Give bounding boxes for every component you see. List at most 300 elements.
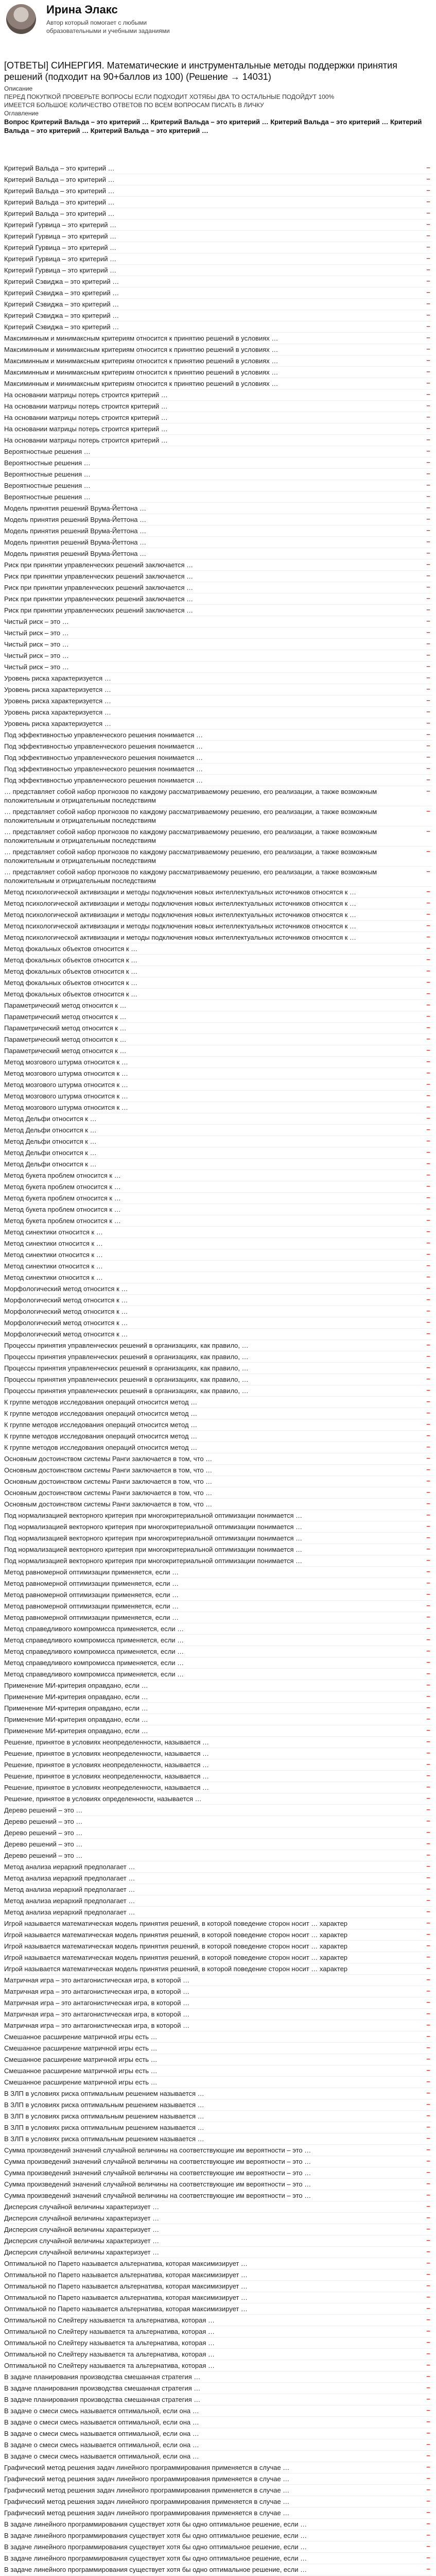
list-item[interactable] (4, 955, 432, 966)
minus-icon[interactable]: − (426, 1602, 430, 1609)
list-item[interactable] (4, 1113, 432, 1125)
minus-icon[interactable]: − (426, 2316, 430, 2324)
list-item[interactable] (4, 355, 432, 367)
minus-icon[interactable]: − (426, 266, 430, 274)
list-item[interactable] (4, 2428, 432, 2439)
list-item[interactable] (4, 921, 432, 932)
list-item[interactable] (4, 287, 432, 299)
minus-icon[interactable]: − (426, 1556, 430, 1564)
list-item[interactable] (4, 163, 432, 174)
list-item[interactable] (4, 2405, 432, 2417)
list-item[interactable] (4, 2156, 432, 2167)
list-item[interactable] (4, 1227, 432, 1238)
minus-icon[interactable]: − (426, 1194, 430, 1201)
minus-icon[interactable]: − (426, 1432, 430, 1439)
list-item[interactable] (4, 1793, 432, 1805)
minus-icon[interactable]: − (426, 990, 430, 997)
minus-icon[interactable]: − (426, 899, 430, 907)
list-item[interactable] (4, 2065, 432, 2077)
minus-icon[interactable]: − (426, 2372, 430, 2380)
minus-icon[interactable]: − (426, 2078, 430, 2086)
minus-icon[interactable]: − (426, 2520, 430, 2528)
list-item[interactable] (4, 2417, 432, 2428)
minus-icon[interactable]: − (426, 776, 430, 784)
minus-icon[interactable]: − (426, 2441, 430, 2448)
list-item[interactable] (4, 1918, 432, 1929)
minus-icon[interactable]: − (426, 1488, 430, 1496)
minus-icon[interactable]: − (426, 2293, 430, 2301)
list-item[interactable] (4, 1079, 432, 1091)
minus-icon[interactable]: − (426, 1964, 430, 1972)
minus-icon[interactable]: − (426, 1420, 430, 1428)
minus-icon[interactable]: − (426, 175, 430, 183)
minus-icon[interactable]: − (426, 2168, 430, 2176)
list-item[interactable] (4, 2054, 432, 2065)
minus-icon[interactable]: − (426, 1046, 430, 1054)
minus-icon[interactable]: − (426, 956, 430, 963)
minus-icon[interactable]: − (426, 2089, 430, 2097)
minus-icon[interactable]: − (426, 1148, 430, 1156)
minus-icon[interactable]: − (426, 1114, 430, 1122)
minus-icon[interactable]: − (426, 765, 430, 772)
minus-icon[interactable]: − (426, 1953, 430, 1961)
minus-icon[interactable]: − (426, 221, 430, 228)
list-item[interactable] (4, 2451, 432, 2462)
list-item[interactable] (4, 1578, 432, 1589)
minus-icon[interactable]: − (426, 640, 430, 648)
list-item[interactable] (4, 1771, 432, 1782)
minus-icon[interactable]: − (426, 2452, 430, 2460)
minus-icon[interactable]: − (426, 1386, 430, 1394)
list-item[interactable] (4, 1317, 432, 1329)
minus-icon[interactable]: − (426, 2100, 430, 2108)
list-item[interactable] (4, 1907, 432, 1918)
minus-icon[interactable]: − (426, 2338, 430, 2346)
list-item[interactable] (4, 696, 432, 707)
minus-icon[interactable]: − (426, 1250, 430, 1258)
list-item[interactable] (4, 1589, 432, 1601)
minus-icon[interactable]: − (426, 1896, 430, 1904)
list-item[interactable] (4, 966, 432, 977)
minus-icon[interactable]: − (426, 2032, 430, 2040)
list-item[interactable] (4, 1215, 432, 1227)
minus-icon[interactable]: − (426, 1409, 430, 1417)
list-item[interactable] (4, 1680, 432, 1691)
minus-icon[interactable]: − (426, 436, 430, 444)
list-item[interactable] (4, 1374, 432, 1385)
list-item[interactable] (4, 1419, 432, 1431)
list-item[interactable] (4, 401, 432, 412)
minus-icon[interactable]: − (426, 1783, 430, 1791)
minus-icon[interactable]: − (426, 606, 430, 614)
minus-icon[interactable]: − (426, 1726, 430, 1734)
minus-icon[interactable]: − (426, 572, 430, 580)
minus-icon[interactable]: − (426, 2304, 430, 2312)
minus-icon[interactable]: − (426, 1262, 430, 1269)
minus-icon[interactable]: − (426, 1987, 430, 1995)
list-item[interactable] (4, 932, 432, 943)
list-item[interactable] (4, 1159, 432, 1170)
minus-icon[interactable]: − (426, 1862, 430, 1870)
minus-icon[interactable]: − (426, 379, 430, 387)
minus-icon[interactable]: − (426, 2202, 430, 2210)
list-item[interactable] (4, 826, 432, 846)
list-item[interactable] (4, 1533, 432, 1544)
minus-icon[interactable]: − (426, 187, 430, 194)
list-item[interactable] (4, 2564, 432, 2575)
list-item[interactable] (4, 1487, 432, 1499)
minus-icon[interactable]: − (426, 967, 430, 975)
list-item[interactable] (4, 1442, 432, 1453)
list-item[interactable] (4, 469, 432, 480)
minus-icon[interactable]: − (426, 933, 430, 941)
minus-icon[interactable]: − (426, 2395, 430, 2403)
minus-icon[interactable]: − (426, 663, 430, 670)
minus-icon[interactable]: − (426, 2146, 430, 2154)
minus-icon[interactable]: − (426, 2384, 430, 2392)
list-item[interactable] (4, 1204, 432, 1215)
list-item[interactable] (4, 1431, 432, 1442)
list-item[interactable] (4, 1397, 432, 1408)
minus-icon[interactable]: − (426, 1511, 430, 1519)
minus-icon[interactable]: − (426, 243, 430, 251)
list-item[interactable] (4, 1850, 432, 1861)
minus-icon[interactable]: − (426, 2236, 430, 2244)
list-item[interactable] (4, 1873, 432, 1884)
list-item[interactable] (4, 639, 432, 650)
minus-icon[interactable]: − (426, 2112, 430, 2120)
list-item[interactable] (4, 2088, 432, 2099)
list-item[interactable] (4, 537, 432, 548)
minus-icon[interactable]: − (426, 978, 430, 986)
minus-icon[interactable]: − (426, 413, 430, 421)
list-item[interactable] (4, 1929, 432, 1941)
minus-icon[interactable]: − (426, 2021, 430, 2029)
minus-icon[interactable]: − (426, 2225, 430, 2233)
list-item[interactable] (4, 1306, 432, 1317)
minus-icon[interactable]: − (426, 2406, 430, 2414)
minus-icon[interactable]: − (426, 447, 430, 455)
list-item[interactable] (4, 2258, 432, 2269)
minus-icon[interactable]: − (426, 1092, 430, 1099)
minus-icon[interactable]: − (426, 1636, 430, 1643)
minus-icon[interactable]: − (426, 198, 430, 206)
minus-icon[interactable]: − (426, 1341, 430, 1349)
list-item[interactable] (4, 2099, 432, 2111)
minus-icon[interactable]: − (426, 1012, 430, 1020)
minus-icon[interactable]: − (426, 334, 430, 342)
minus-icon[interactable]: − (426, 300, 430, 308)
list-item[interactable] (4, 1703, 432, 1714)
list-item[interactable] (4, 2507, 432, 2519)
list-item[interactable] (4, 1340, 432, 1351)
minus-icon[interactable]: − (426, 1205, 430, 1213)
minus-icon[interactable]: − (426, 1806, 430, 1814)
minus-icon[interactable]: − (426, 255, 430, 262)
list-item[interactable] (4, 2031, 432, 2043)
list-item[interactable] (4, 1782, 432, 1793)
list-item[interactable] (4, 2553, 432, 2564)
list-item[interactable] (4, 846, 432, 867)
list-item[interactable] (4, 1068, 432, 1079)
list-item[interactable] (4, 1975, 432, 1986)
minus-icon[interactable]: − (426, 1160, 430, 1167)
minus-icon[interactable]: − (426, 1828, 430, 1836)
list-item[interactable] (4, 2179, 432, 2190)
list-item[interactable] (4, 2269, 432, 2281)
minus-icon[interactable]: − (426, 1624, 430, 1632)
avatar[interactable] (6, 4, 36, 34)
minus-icon[interactable]: − (426, 1942, 430, 1950)
list-item[interactable] (4, 2235, 432, 2247)
minus-icon[interactable]: − (426, 708, 430, 716)
list-item[interactable] (4, 2360, 432, 2371)
minus-icon[interactable]: − (426, 1715, 430, 1723)
minus-icon[interactable]: − (426, 2191, 430, 2199)
minus-icon[interactable]: − (426, 1069, 430, 1077)
list-item[interactable] (4, 1997, 432, 2009)
list-item[interactable] (4, 1476, 432, 1487)
list-item[interactable] (4, 1000, 432, 1011)
minus-icon[interactable]: − (426, 1534, 430, 1541)
list-item[interactable] (4, 1136, 432, 1147)
minus-icon[interactable]: − (426, 1692, 430, 1700)
minus-icon[interactable]: − (426, 493, 430, 500)
list-item[interactable] (4, 1805, 432, 1816)
minus-icon[interactable]: − (426, 1500, 430, 1507)
list-item[interactable] (4, 2337, 432, 2349)
list-item[interactable] (4, 1567, 432, 1578)
minus-icon[interactable]: − (426, 1658, 430, 1666)
list-item[interactable] (4, 412, 432, 423)
minus-icon[interactable]: − (426, 2497, 430, 2505)
list-item[interactable] (4, 1238, 432, 1249)
list-item[interactable] (4, 1725, 432, 1737)
minus-icon[interactable]: − (426, 1908, 430, 1916)
list-item[interactable] (4, 1499, 432, 1510)
minus-icon[interactable]: − (426, 2270, 430, 2278)
minus-icon[interactable]: − (426, 922, 430, 929)
list-item[interactable] (4, 943, 432, 955)
list-item[interactable] (4, 1986, 432, 1997)
list-item[interactable] (4, 1091, 432, 1102)
list-item[interactable] (4, 503, 432, 514)
list-item[interactable] (4, 208, 432, 219)
minus-icon[interactable]: − (426, 910, 430, 918)
minus-icon[interactable]: − (426, 1137, 430, 1145)
list-item[interactable] (4, 2394, 432, 2405)
list-item[interactable] (4, 1295, 432, 1306)
minus-icon[interactable]: − (426, 1749, 430, 1757)
list-item[interactable] (4, 977, 432, 989)
minus-icon[interactable]: − (426, 1182, 430, 1190)
minus-icon[interactable]: − (426, 742, 430, 750)
list-item[interactable] (4, 1521, 432, 1533)
minus-icon[interactable]: − (426, 2134, 430, 2142)
list-item[interactable] (4, 2111, 432, 2122)
list-item[interactable] (4, 1759, 432, 1771)
list-item[interactable] (4, 2020, 432, 2031)
list-item[interactable] (4, 786, 432, 806)
list-item[interactable] (4, 1601, 432, 1612)
list-item[interactable] (4, 446, 432, 457)
list-item[interactable] (4, 752, 432, 764)
list-item[interactable] (4, 1057, 432, 1068)
list-item[interactable] (4, 2224, 432, 2235)
minus-icon[interactable]: − (426, 2180, 430, 2188)
minus-icon[interactable]: − (426, 1681, 430, 1689)
minus-icon[interactable]: − (426, 2327, 430, 2335)
author-name[interactable]: Ирина Элакс (46, 3, 118, 16)
list-item[interactable] (4, 2281, 432, 2292)
list-item[interactable] (4, 898, 432, 909)
list-item[interactable] (4, 321, 432, 333)
minus-icon[interactable]: − (426, 807, 430, 815)
list-item[interactable] (4, 2439, 432, 2451)
list-item[interactable] (4, 1669, 432, 1680)
list-item[interactable] (4, 2315, 432, 2326)
list-item[interactable] (4, 775, 432, 786)
minus-icon[interactable]: − (426, 1590, 430, 1598)
list-item[interactable] (4, 1963, 432, 1975)
list-item[interactable] (4, 1249, 432, 1261)
minus-icon[interactable]: − (426, 2282, 430, 2290)
list-item[interactable] (4, 2213, 432, 2224)
minus-icon[interactable]: − (426, 697, 430, 704)
list-item[interactable] (4, 673, 432, 684)
list-item[interactable] (4, 628, 432, 639)
minus-icon[interactable]: − (426, 944, 430, 952)
list-item[interactable] (4, 1147, 432, 1159)
minus-icon[interactable]: − (426, 2475, 430, 2482)
minus-icon[interactable]: − (426, 2248, 430, 2256)
minus-icon[interactable]: − (426, 2418, 430, 2426)
list-item[interactable] (4, 1714, 432, 1725)
minus-icon[interactable]: − (426, 459, 430, 466)
minus-icon[interactable]: − (426, 2044, 430, 2052)
minus-icon[interactable]: − (426, 289, 430, 296)
minus-icon[interactable]: − (426, 481, 430, 489)
list-item[interactable] (4, 2077, 432, 2088)
list-item[interactable] (4, 1181, 432, 1193)
minus-icon[interactable]: − (426, 1058, 430, 1065)
minus-icon[interactable]: − (426, 2259, 430, 2267)
list-item[interactable] (4, 718, 432, 730)
minus-icon[interactable]: − (426, 1919, 430, 1927)
minus-icon[interactable]: − (426, 1874, 430, 1882)
list-item[interactable] (4, 276, 432, 287)
minus-icon[interactable]: − (426, 345, 430, 353)
minus-icon[interactable]: − (426, 2055, 430, 2063)
list-item[interactable] (4, 2383, 432, 2394)
minus-icon[interactable]: − (426, 731, 430, 738)
minus-icon[interactable]: − (426, 402, 430, 410)
minus-icon[interactable]: − (426, 232, 430, 240)
list-item[interactable] (4, 1193, 432, 1204)
list-item[interactable] (4, 242, 432, 253)
minus-icon[interactable]: − (426, 1296, 430, 1303)
list-item[interactable] (4, 1612, 432, 1623)
list-item[interactable] (4, 2292, 432, 2303)
list-item[interactable] (4, 1839, 432, 1850)
list-item[interactable] (4, 1329, 432, 1340)
list-item[interactable] (4, 435, 432, 446)
list-item[interactable] (4, 707, 432, 718)
list-item[interactable] (4, 741, 432, 752)
minus-icon[interactable]: − (426, 868, 430, 875)
minus-icon[interactable]: − (426, 1228, 430, 1235)
list-item[interactable] (4, 2201, 432, 2213)
minus-icon[interactable]: − (426, 1024, 430, 1031)
list-item[interactable] (4, 2145, 432, 2156)
list-item[interactable] (4, 1623, 432, 1635)
minus-icon[interactable]: − (426, 595, 430, 602)
minus-icon[interactable]: − (426, 1568, 430, 1575)
minus-icon[interactable]: − (426, 1579, 430, 1587)
minus-icon[interactable]: − (426, 651, 430, 659)
minus-icon[interactable]: − (426, 391, 430, 398)
minus-icon[interactable]: − (426, 1976, 430, 1984)
list-item[interactable] (4, 265, 432, 276)
minus-icon[interactable]: − (426, 2123, 430, 2131)
minus-icon[interactable]: − (426, 1273, 430, 1281)
list-item[interactable] (4, 867, 432, 887)
list-item[interactable] (4, 2133, 432, 2145)
minus-icon[interactable]: − (426, 2509, 430, 2516)
list-item[interactable] (4, 1635, 432, 1646)
minus-icon[interactable]: − (426, 425, 430, 432)
minus-icon[interactable]: − (426, 2429, 430, 2437)
minus-icon[interactable]: − (426, 1545, 430, 1553)
list-item[interactable] (4, 1941, 432, 1952)
minus-icon[interactable]: − (426, 504, 430, 512)
list-item[interactable] (4, 1884, 432, 1895)
list-item[interactable] (4, 310, 432, 321)
list-item[interactable] (4, 2530, 432, 2541)
minus-icon[interactable]: − (426, 1001, 430, 1009)
list-item[interactable] (4, 1272, 432, 1283)
list-item[interactable] (4, 1827, 432, 1839)
list-item[interactable] (4, 1351, 432, 1363)
minus-icon[interactable]: − (426, 1364, 430, 1371)
minus-icon[interactable]: − (426, 1035, 430, 1043)
minus-icon[interactable]: − (426, 1103, 430, 1111)
list-item[interactable] (4, 1646, 432, 1657)
list-item[interactable] (4, 2371, 432, 2383)
list-item[interactable] (4, 1544, 432, 1555)
list-item[interactable] (4, 1408, 432, 1419)
list-item[interactable] (4, 1453, 432, 1465)
minus-icon[interactable]: − (426, 470, 430, 478)
list-item[interactable] (4, 1261, 432, 1272)
list-item[interactable] (4, 1125, 432, 1136)
list-item[interactable] (4, 887, 432, 898)
minus-icon[interactable]: − (426, 1126, 430, 1133)
list-item[interactable] (4, 1170, 432, 1181)
list-item[interactable] (4, 2473, 432, 2485)
minus-icon[interactable]: − (426, 1398, 430, 1405)
list-item[interactable] (4, 1363, 432, 1374)
minus-icon[interactable]: − (426, 527, 430, 534)
minus-icon[interactable]: − (426, 1375, 430, 1383)
minus-icon[interactable]: − (426, 2554, 430, 2562)
list-item[interactable] (4, 560, 432, 571)
minus-icon[interactable]: − (426, 311, 430, 319)
list-item[interactable] (4, 2009, 432, 2020)
minus-icon[interactable]: − (426, 583, 430, 591)
minus-icon[interactable]: − (426, 2531, 430, 2539)
minus-icon[interactable]: − (426, 2565, 430, 2573)
